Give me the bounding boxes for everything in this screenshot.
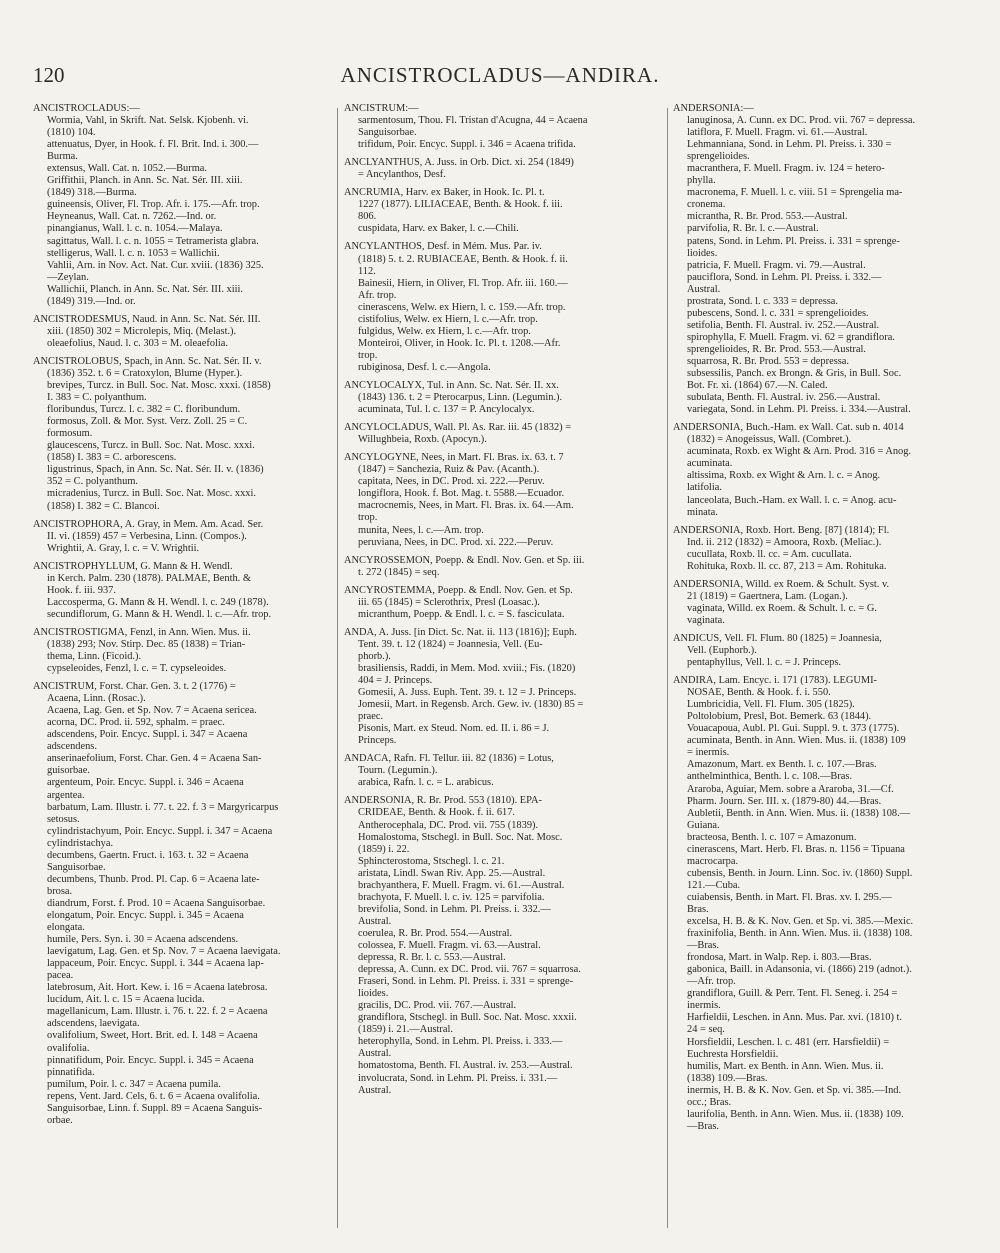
dictionary-entry xyxy=(673,422,979,518)
entry-line: decumbens, Thunb. Prod. Pl. Cap. 6 = Acaena late- xyxy=(47,873,260,885)
column-divider xyxy=(667,108,668,1228)
entry-line: ANDICUS, Vell. Fl. Flum. 80 (1825) = Joannesia, xyxy=(673,632,882,644)
entry-line: (1836) 352. t. 6 = Cratoxylon, Blume (Hyper.). xyxy=(47,367,243,379)
entry-line: depressa, R. Br. l. c. 553.—Austral. xyxy=(358,952,506,964)
entry-line: Hook. f. iii. 937. xyxy=(47,584,116,596)
entry-line: repens, Vent. Jard. Cels, 6. t. 6 = Acaena ovalifolia. xyxy=(47,1090,260,1102)
entry-line: peruviana, Nees, in DC. Prod. xi. 222.—Peruv. xyxy=(358,536,554,548)
entry-line: extensus, Wall. Cat. n. 1052.—Burma. xyxy=(47,163,208,175)
entry-line: (1849) 318.—Burma. xyxy=(47,187,137,199)
entry-line: 112. xyxy=(358,265,376,277)
entry-line: brevifolia, Sond. in Lehm. Pl. Preiss. i. 332.— xyxy=(358,903,551,915)
entry-line: longiflora, Hook. f. Bot. Mag. t. 5588.—Ecuador. xyxy=(358,488,565,500)
dictionary-entry xyxy=(33,103,331,308)
entry-line: ANCYROSTEMMA, Poepp. & Endl. Nov. Gen. et Sp. xyxy=(344,584,573,596)
entry-line: setosus. xyxy=(47,813,80,825)
entry-line: ANCYLOGYNE, Nees, in Mart. Fl. Bras. ix. 63. t. 7 xyxy=(344,452,564,464)
entry-line: inermis, H. B. & K. Nov. Gen. et Sp. vi. 385.—Ind. xyxy=(687,1084,902,1096)
entry-line: acorna, DC. Prod. ii. 592, sphalm. = praec. xyxy=(47,717,225,729)
entry-line: anthelminthica, Benth. l. c. 108.—Bras. xyxy=(687,771,853,783)
entry-line: Horsfieldii, Leschen. l. c. 481 (err. Harsfieldii) = xyxy=(687,1036,890,1048)
entry-line: Acaena, Linn. (Rosac.). xyxy=(47,693,146,705)
entry-line: —Bras. xyxy=(687,940,720,952)
entry-line: 806. xyxy=(358,211,377,223)
entry-line: elongata. xyxy=(47,922,85,934)
dictionary-entry xyxy=(344,795,642,1096)
entry-line: = inermis. xyxy=(687,747,730,759)
entry-line: Vouacapoua, Aubl. Pl. Gui. Suppl. 9. t. 373 (1775). xyxy=(687,723,900,735)
entry-line: thema, Linn. (Ficoid.). xyxy=(47,651,142,663)
entry-line: Araroba, Aguiar, Mem. sobre a Araroba, 31.—Cf. xyxy=(687,783,894,795)
entry-line: pinangianus, Wall. l. c. n. 1054.—Malaya. xyxy=(47,223,223,235)
entry-line: macranthera, F. Muell. Fragm. iv. 124 = hetero- xyxy=(687,163,885,175)
entry-line: I. 383 = C. polyanthum. xyxy=(47,392,147,404)
entry-line: glaucescens, Turcz. in Bull. Soc. Nat. Mosc. xxxi. xyxy=(47,440,255,452)
entry-line: brevipes, Turcz. in Bull. Soc. Nat. Mosc. xxxi. (1858) xyxy=(47,380,271,392)
entry-line: (1859) i. 22. xyxy=(358,843,410,855)
entry-line: ANCISTROCLADUS:— xyxy=(33,103,140,114)
entry-line: ANCISTROPHORA, A. Gray, in Mem. Am. Acad. Ser. xyxy=(33,518,264,530)
page-number: 120 xyxy=(33,63,65,87)
entry-line: ANDA, A. Juss. [in Dict. Sc. Nat. ii. 113 (1816)]; Euph. xyxy=(344,626,577,638)
entry-line: acuminata, Tul. l. c. 137 = P. Ancylocalyx. xyxy=(358,404,535,416)
entry-line: Wallichii, Planch. in Ann. Sc. Nat. Sér. III. xiii. xyxy=(47,283,243,295)
entry-line: vaginata. xyxy=(687,614,725,626)
entry-line: magellanicum, Lam. Illustr. i. 76. t. 22. f. 2 = Acaena xyxy=(47,1006,268,1018)
entry-line: patens, Sond. in Lehm. Pl. Preiss. i. 331 = sprenge- xyxy=(687,235,900,247)
entry-line: grandiflora, Stschegl. in Bull. Soc. Nat. Mosc. xxxii. xyxy=(358,1012,577,1024)
entry-line: in Kerch. Palm. 230 (1878). PALMAE, Benth. & xyxy=(47,572,251,584)
entry-line: grandiflora, Guill. & Perr. Tent. Fl. Seneg. i. 254 = xyxy=(687,988,898,1000)
running-title: ANCISTROCLADUS—ANDIRA. xyxy=(340,63,660,87)
entry-line: NOSAE, Benth. & Hook. f. i. 550. xyxy=(687,687,831,699)
entry-line: ANDERSONIA, Willd. ex Roem. & Schult. Syst. v. xyxy=(673,578,890,590)
entry-line: ANCYROSSEMON, Poepp. & Endl. Nov. Gen. et Sp. iii. xyxy=(344,554,585,566)
entry-line: Sanguisorbae. xyxy=(358,127,417,139)
entry-line: phorb.). xyxy=(358,650,391,662)
dictionary-entry xyxy=(33,356,331,513)
entry-line: 404 = J. Princeps. xyxy=(358,675,433,687)
entry-line: 352 = C. polyanthum. xyxy=(47,476,139,488)
entry-line: trifidum, Poir. Encyc. Suppl. i. 346 = Acaena trifida. xyxy=(358,139,576,151)
dictionary-entry xyxy=(344,422,642,446)
text-columns xyxy=(33,103,981,1243)
entry-line: depressa, A. Cunn. ex DC. Prod. vii. 767 = squarrosa. xyxy=(358,964,581,976)
entry-line: guineensis, Oliver, Fl. Trop. Afr. i. 175.—Afr. trop. xyxy=(47,199,260,211)
entry-line: ANCISTRUM:— xyxy=(344,103,419,114)
entry-line: Acaena, Lag. Gen. et Sp. Nov. 7 = Acaena sericea. xyxy=(47,705,257,717)
entry-line: Monteiroi, Oliver, in Hook. Ic. Pl. t. 1208.—Afr. xyxy=(358,337,561,349)
entry-line: inermis. xyxy=(687,1000,721,1012)
entry-line: praec. xyxy=(358,711,384,723)
dictionary-entry xyxy=(344,585,642,621)
entry-line: ANCYLANTHOS, Desf. in Mém. Mus. Par. iv. xyxy=(344,241,542,253)
entry-line: cinerascens, Welw. ex Hiern, l. c. 159.—Afr. trop. xyxy=(358,301,566,313)
entry-line: vaginata, Willd. ex Roem. & Schult. l. c. = G. xyxy=(687,602,877,614)
entry-line: pinnatifidum, Poir. Encyc. Suppl. i. 345 = Acaena xyxy=(47,1054,254,1066)
entry-line: fulgidus, Welw. ex Hiern, l. c.—Afr. trop. xyxy=(358,325,531,337)
entry-line: formosus, Zoll. & Mor. Syst. Verz. Zoll. 25 = C. xyxy=(47,416,248,428)
entry-line: Afr. trop. xyxy=(358,289,397,301)
dictionary-entry xyxy=(344,380,642,416)
dictionary-entry xyxy=(673,525,979,573)
entry-line: pentaphyllus, Vell. l. c. = J. Princeps. xyxy=(687,657,842,669)
entry-line: ANDERSONIA, R. Br. Prod. 553 (1810). EPA- xyxy=(344,795,542,807)
entry-line: adscendens. xyxy=(47,741,97,753)
entry-line: Austral. xyxy=(358,1084,392,1096)
entry-line: cylindristachya. xyxy=(47,837,114,849)
entry-line: Gomesii, A. Juss. Euph. Tent. 39. t. 12 = J. Princeps. xyxy=(358,687,577,699)
entry-line: brachyanthera, F. Muell. Fragm. vi. 61.—Austral. xyxy=(358,879,565,891)
entry-line: humile, Pers. Syn. i. 30 = Acaena adscendens. xyxy=(47,934,239,946)
entry-line: ANCISTROPHYLLUM, G. Mann & H. Wendl. xyxy=(33,560,233,572)
entry-line: sarmentosum, Thou. Fl. Tristan d'Acugna, 44 = Acaena xyxy=(358,115,588,127)
entry-line: Aubletii, Benth. in Ann. Wien. Mus. ii. (1838) 108.— xyxy=(687,807,911,819)
entry-line: diandrum, Forst. f. Prod. 10 = Acaena Sanguisorbae. xyxy=(47,897,266,909)
entry-line: cylindristachyum, Poir. Encyc. Suppl. i. 347 = Acaena xyxy=(47,825,273,837)
entry-line: 21 (1819) = Gaertnera, Lam. (Logan.). xyxy=(687,590,848,602)
entry-line: sprengelioides. xyxy=(687,151,750,163)
entry-line: pauciflora, Sond. in Lehm. Pl. Preiss. i. 332.— xyxy=(687,271,882,283)
entry-line: arabica, Rafn. l. c. = L. arabicus. xyxy=(358,777,494,789)
entry-line: ANCYLOCALYX, Tul. in Ann. Sc. Nat. Sér. II. xx. xyxy=(344,379,559,391)
dictionary-entry xyxy=(344,452,642,548)
dictionary-entry xyxy=(673,633,979,669)
entry-line: homatostoma, Benth. Fl. Austral. iv. 253.—Austral. xyxy=(358,1060,573,1072)
entry-line: (1832) = Anogeissus, Wall. (Combret.). xyxy=(687,434,852,446)
entry-line: latiflora, F. Muell. Fragm. vi. 61.—Austral. xyxy=(687,127,868,139)
entry-line: sprengelioides, R. Br. Prod. 553.—Austral. xyxy=(687,343,866,355)
entry-line: Heyneanus, Wall. Cat. n. 7262.—Ind. or. xyxy=(47,211,217,223)
entry-line: involucrata, Sond. in Lehm. Pl. Preiss. i. 331.— xyxy=(358,1072,558,1084)
entry-line: aristata, Lindl. Swan Riv. App. 25.—Austral. xyxy=(358,867,546,879)
entry-line: elongatum, Poir. Encyc. Suppl. i. 345 = Acaena xyxy=(47,910,244,921)
entry-line: coerulea, R. Br. Prod. 554.—Austral. xyxy=(358,927,513,939)
entry-line: 1227 (1877). LILIACEAE, Benth. & Hook. f. iii. xyxy=(358,199,563,211)
entry-line: cronema. xyxy=(687,199,726,211)
entry-line: secundiflorum, G. Mann & H. Wendl. l. c.—Afr. trop. xyxy=(47,608,272,620)
entry-line: pubescens, Sond. l. c. 331 = sprengelioides. xyxy=(687,307,869,319)
entry-line: ANCISTRUM, Forst. Char. Gen. 3. t. 2 (1776) = xyxy=(33,681,236,693)
entry-line: rubiginosa, Desf. l. c.—Angola. xyxy=(358,361,491,373)
entry-line: lanceolata, Buch.-Ham. ex Wall. l. c. = Anog. acu- xyxy=(687,494,897,506)
entry-line: Vahlii, Arn. in Nov. Act. Nat. Cur. xviii. (1836) 325. xyxy=(47,259,264,271)
entry-line: colossea, F. Muell. Fragm. vi. 63.—Austral. xyxy=(358,940,541,951)
column-1 xyxy=(33,103,331,1243)
entry-line: acuminata, Roxb. ex Wight & Arn. Prod. 316 = Anog. xyxy=(687,446,912,458)
entry-line: trop. xyxy=(358,349,378,361)
dictionary-entry xyxy=(344,157,642,181)
entry-line: macronema, F. Muell. l. c. viii. 51 = Sprengelia ma- xyxy=(687,187,903,199)
entry-line: Tourn. (Legumin.). xyxy=(358,765,438,777)
entry-line: ovalifolium, Sweet, Hort. Brit. ed. I. 148 = Acaena xyxy=(47,1030,258,1042)
entry-line: minata. xyxy=(687,506,718,518)
entry-line: gracilis, DC. Prod. vii. 767.—Austral. xyxy=(358,1000,517,1012)
dictionary-entry xyxy=(33,519,331,555)
entry-line: cypseleoides, Fenzl, l. c. = T. cypseleoides. xyxy=(47,663,227,675)
entry-line: formosum. xyxy=(47,428,93,440)
dictionary-entry xyxy=(33,681,331,1127)
entry-line: Lumbricidia, Vell. Fl. Flum. 305 (1825). xyxy=(687,699,855,711)
entry-line: cistifolius, Welw. ex Hiern, l. c.—Afr. trop. xyxy=(358,313,538,325)
entry-line: lucidum, Ait. l. c. 15 = Acaena lucida. xyxy=(47,994,205,1006)
entry-line: macrocarpa. xyxy=(687,855,739,867)
dictionary-entry xyxy=(344,555,642,579)
entry-line: pacea. xyxy=(47,970,74,982)
entry-line: = Ancylanthos, Desf. xyxy=(358,169,446,181)
dictionary-entry xyxy=(344,627,642,747)
dictionary-entry xyxy=(673,675,979,1133)
entry-line: ANCISTROSTIGMA, Fenzl, in Ann. Wien. Mus. ii. xyxy=(33,626,251,638)
entry-line: latebrosum, Ait. Hort. Kew. i. 16 = Acaena latebrosa. xyxy=(47,982,268,994)
entry-line: prostrata, Sond. l. c. 333 = depressa. xyxy=(687,295,839,307)
entry-line: —Zeylan. xyxy=(47,271,89,283)
entry-line: Sanguisorbae. xyxy=(47,861,106,873)
entry-line: ANDIRA, Lam. Encyc. i. 171 (1783). LEGUMI- xyxy=(673,675,878,687)
entry-line: Poltolobium, Presl, Bot. Bemerk. 63 (1844). xyxy=(687,711,872,723)
entry-line: laevigatum, Lag. Gen. et Sp. Nov. 7 = Acaena laevigata. xyxy=(47,946,281,958)
entry-line: Pharm. Journ. Ser. III. x. (1879-80) 44.—Bras. xyxy=(687,795,882,807)
entry-line: adscendens, Poir. Encyc. Suppl. i. 347 = Acaena xyxy=(47,729,248,741)
entry-line: Austral. xyxy=(687,283,721,295)
entry-line: Austral. xyxy=(358,915,392,927)
entry-line: patricia, F. Muell. Fragm. vi. 79.—Austral. xyxy=(687,259,866,271)
dictionary-entry xyxy=(33,561,331,621)
entry-line: Austral. xyxy=(358,1048,392,1060)
entry-line: argenteum, Poir. Encyc. Suppl. i. 346 = Acaena xyxy=(47,777,244,789)
entry-line: (1859) i. 21.—Austral. xyxy=(358,1024,453,1036)
entry-line: fraxinifolia, Benth. in Ann. Wien. Mus. ii. (1838) 108. xyxy=(687,928,913,940)
entry-line: acuminata. xyxy=(687,458,733,470)
dictionary-entry xyxy=(344,187,642,235)
entry-line: (1847) = Sanchezia, Ruiz & Pav. (Acanth.). xyxy=(358,464,540,476)
entry-line: 24 = seq. xyxy=(687,1024,725,1036)
entry-line: ovalifolia. xyxy=(47,1042,90,1054)
entry-line: ANDERSONIA:— xyxy=(673,103,754,114)
entry-line: II. vi. (1859) 457 = Verbesina, Linn. (Compos.). xyxy=(47,530,247,542)
entry-line: Burma. xyxy=(47,151,78,163)
entry-line: barbatum, Lam. Illustr. i. 77. t. 22. f. 3 = Margyricarpus xyxy=(47,801,279,813)
entry-line: floribundus, Turcz. l. c. 382 = C. floribundum. xyxy=(47,404,241,416)
entry-line: trop. xyxy=(358,512,378,524)
entry-line: ANCYLOCLADUS, Wall. Pl. As. Rar. iii. 45 (1832) = xyxy=(344,422,572,434)
entry-line: acuminata, Benth. in Ann. Wien. Mus. ii. (1838) 109 xyxy=(687,735,906,747)
entry-line: Princeps. xyxy=(358,735,397,747)
entry-line: ANDACA, Rafn. Fl. Tellur. iii. 82 (1836) = Lotus, xyxy=(344,753,554,765)
entry-line: decumbens, Gaertn. Fruct. i. 163. t. 32 = Acaena xyxy=(47,849,249,861)
entry-line: CRIDEAE, Benth. & Hook. f. ii. 617. xyxy=(358,807,516,819)
dictionary-entry xyxy=(344,753,642,789)
entry-line: Guiana. xyxy=(687,819,720,831)
entry-line: laurifolia, Benth. in Ann. Wien. Mus. ii. (1838) 109. xyxy=(687,1108,904,1120)
entry-line: Bainesii, Hiern, in Oliver, Fl. Trop. Afr. iii. 160.— xyxy=(358,277,568,289)
entry-line: Rohituka, Roxb. ll. cc. 87, 213 = Am. Rohituka. xyxy=(687,560,887,572)
dictionary-entry xyxy=(33,627,331,675)
entry-line: cubensis, Benth. in Journ. Linn. Soc. iv. (1860) Suppl. xyxy=(687,867,913,879)
entry-line: attenuatus, Dyer, in Hook. f. Fl. Brit. Ind. i. 300.— xyxy=(47,139,259,151)
entry-line: stelligerus, Wall. l. c. n. 1053 = Wallichii. xyxy=(47,247,220,259)
entry-line: brachyota, F. Muell. l. c. iv. 125 = parvifolia. xyxy=(358,891,545,903)
dictionary-entry xyxy=(673,579,979,627)
entry-line: Griffithii, Planch. in Ann. Sc. Nat. Sér. III. xiii. xyxy=(47,175,243,187)
entry-line: Antherocephala, DC. Prod. vii. 755 (1839). xyxy=(358,819,539,831)
entry-line: phylla. xyxy=(687,175,716,187)
entry-line: (1849) 319.—Ind. or. xyxy=(47,295,136,307)
entry-line: latifolia. xyxy=(687,482,722,494)
entry-line: occ.; Bras. xyxy=(687,1096,732,1108)
entry-line: Homalostoma, Stschegl. in Bull. Soc. Nat. Mosc. xyxy=(358,831,563,843)
entry-line: lioides. xyxy=(687,247,718,259)
entry-line: adscendens, laevigata. xyxy=(47,1018,140,1030)
entry-line: spirophylla, F. Muell. Fragm. vi. 62 = grandiflora. xyxy=(687,331,895,343)
entry-line: Ind. ii. 212 (1832) = Amoora, Roxb. (Meliac.). xyxy=(687,536,882,548)
entry-line: (1858) I. 383 = C. arborescens. xyxy=(47,452,177,464)
entry-line: Euchresta Horsfieldii. xyxy=(687,1048,779,1060)
entry-line: Harfieldii, Leschen. in Ann. Mus. Par. xvi. (1810) t. xyxy=(687,1012,902,1024)
entry-line: micradenius, Turcz. in Bull. Soc. Nat. Mosc. xxxi. xyxy=(47,488,256,500)
entry-line: (1810) 104. xyxy=(47,127,96,139)
entry-line: cuspidata, Harv. ex Baker, l. c.—Chili. xyxy=(358,223,519,235)
entry-line: subsessilis, Panch. ex Brongn. & Gris, in Bull. Soc. xyxy=(687,368,902,380)
entry-line: xiii. (1850) 302 = Microlepis, Miq. (Melast.). xyxy=(47,325,237,337)
entry-line: excelsa, H. B. & K. Nov. Gen. et Sp. vi. 385.—Mexic. xyxy=(687,916,914,928)
column-3 xyxy=(673,103,979,1243)
entry-line: altissima, Roxb. ex Wight & Arn. l. c. = Anog. xyxy=(687,470,881,482)
entry-line: t. 272 (1845) = seq. xyxy=(358,566,440,578)
entry-line: lioides. xyxy=(358,988,389,1000)
entry-line: lanuginosa, A. Cunn. ex DC. Prod. vii. 767 = depressa. xyxy=(687,115,916,127)
entry-line: Wrightii, A. Gray, l. c. = V. Wrightii. xyxy=(47,542,200,554)
dictionary-entry xyxy=(344,103,642,151)
entry-line: Fraseri, Sond. in Lehm. Pl. Preiss. i. 331 = sprenge- xyxy=(358,976,574,988)
entry-line: Tent. 39. t. 12 (1824) = Joannesia, Vell. (Eu- xyxy=(358,638,543,650)
entry-line: pinnatifida. xyxy=(47,1066,95,1078)
entry-line: heterophylla, Sond. in Lehm. Pl. Preiss. i. 333.— xyxy=(358,1036,563,1048)
entry-line: (1838) 293; Nov. Stirp. Dec. 85 (1838) = Trian- xyxy=(47,638,246,650)
dictionary-entry xyxy=(33,314,331,350)
column-2 xyxy=(344,103,642,1243)
entry-line: argentea. xyxy=(47,789,85,801)
entry-line: anserinaefolium, Forst. Char. Gen. 4 = Acaena San- xyxy=(47,753,262,765)
entry-line: Sanguisorbae, Linn. f. Suppl. 89 = Acaena Sanguis- xyxy=(47,1102,263,1114)
entry-line: variegata, Sond. in Lehm. Pl. Preiss. i. 334.—Austral. xyxy=(687,404,911,416)
entry-line: Jomesii, Mart. in Regensb. Arch. Gew. iv. (1830) 85 = xyxy=(358,699,584,711)
column-divider xyxy=(337,108,338,1228)
entry-line: (1838) 109.—Bras. xyxy=(687,1072,768,1084)
entry-line: iii. 65 (1845) = Sclerothrix, Presl (Loasac.). xyxy=(358,596,540,608)
entry-line: Bras. xyxy=(687,904,709,915)
entry-line: gabonica, Baill. in Adansonia, vi. (1866) 219 (adnot.). xyxy=(687,964,912,976)
entry-line: ANCISTROLOBUS, Spach, in Ann. Sc. Nat. Sér. II. v. xyxy=(33,355,262,367)
entry-line: Bot. Fr. xi. (1864) 67.—N. Caled. xyxy=(687,380,828,392)
entry-line: —Bras. xyxy=(687,1120,720,1132)
entry-line: munita, Nees, l. c.—Am. trop. xyxy=(358,524,484,536)
dictionary-entry xyxy=(344,241,642,374)
entry-line: frondosa, Mart. in Walp. Rep. i. 803.—Bras. xyxy=(687,952,872,964)
entry-line: squarrosa, R. Br. Prod. 553 = depressa. xyxy=(687,355,849,367)
entry-line: ANCRUMIA, Harv. ex Baker, in Hook. Ic. Pl. t. xyxy=(344,187,545,199)
entry-line: brosa. xyxy=(47,885,73,897)
entry-line: pumilum, Poir. l. c. 347 = Acaena pumila. xyxy=(47,1078,221,1090)
entry-line: cuiabensis, Benth. in Mart. Fl. Bras. xv. I. 295.— xyxy=(687,891,892,903)
entry-line: —Afr. trop. xyxy=(687,976,736,988)
entry-line: brasiliensis, Raddi, in Mem. Mod. xviii.; Fis. (1820) xyxy=(358,662,576,674)
entry-line: Vell. (Euphorb.). xyxy=(687,645,757,657)
entry-line: ANDERSONIA, Roxb. Hort. Beng. [87] (1814); Fl. xyxy=(673,524,890,536)
entry-line: cinerascens, Mart. Herb. Fl. Bras. n. 1156 = Tipuana xyxy=(687,843,905,855)
entry-line: humilis, Mart. ex Benth. in Ann. Wien. Mus. ii. xyxy=(687,1060,884,1072)
entry-line: Lehmanniana, Sond. in Lehm. Pl. Preiss. i. 330 = xyxy=(687,139,892,151)
entry-line: guisorbae. xyxy=(47,765,90,777)
entry-line: ANCLYANTHUS, A. Juss. in Orb. Dict. xi. 254 (1849) xyxy=(344,157,574,169)
entry-line: ligustrinus, Spach, in Ann. Sc. Nat. Sér. II. v. (1836) xyxy=(47,464,264,476)
entry-line: subulata, Benth. Fl. Austral. iv. 256.—Austral. xyxy=(687,392,881,404)
entry-line: capitata, Nees, in DC. Prod. xi. 222.—Peruv. xyxy=(358,476,545,488)
entry-line: bracteosa, Benth. l. c. 107 = Amazonum. xyxy=(687,831,857,843)
entry-line: micranthum, Poepp. & Endl. l. c. = S. fasciculata. xyxy=(358,608,565,620)
entry-line: macrocnemis, Nees, in Mart. Fl. Bras. ix. 64.—Am. xyxy=(358,500,574,512)
entry-line: (1858) I. 382 = C. Blancoi. xyxy=(47,500,160,512)
entry-line: micrantha, R. Br. Prod. 553.—Austral. xyxy=(687,211,848,223)
entry-line: parvifolia, R. Br. l. c.—Austral. xyxy=(687,223,819,235)
entry-line: 121.—Cuba. xyxy=(687,879,741,891)
entry-line: oleaefolius, Naud. l. c. 303 = M. oleaefolia. xyxy=(47,337,229,349)
entry-line: Laccosperma, G. Mann & H. Wendl. l. c. 249 (1878). xyxy=(47,596,269,608)
entry-line: Willughbeia, Roxb. (Apocyn.). xyxy=(358,434,487,446)
dictionary-entry xyxy=(673,103,979,416)
entry-line: Sphincterostoma, Stschegl. l. c. 21. xyxy=(358,855,505,867)
entry-line: (1843) 136. t. 2 = Pterocarpus, Linn. (Legumin.). xyxy=(358,392,563,404)
entry-line: ANDERSONIA, Buch.-Ham. ex Wall. Cat. sub n. 4014 xyxy=(673,422,904,434)
entry-line: setifolia, Benth. Fl. Austral. iv. 252.—Austral. xyxy=(687,319,880,331)
entry-line: sagittatus, Wall. l. c. n. 1055 = Tetramerista glabra. xyxy=(47,235,259,247)
entry-line: Pisonis, Mart. ex Steud. Nom. ed. II. i. 86 = J. xyxy=(358,723,550,735)
page-header xyxy=(0,63,1000,93)
entry-line: ANCISTRODESMUS, Naud. in Ann. Sc. Nat. Sér. III. xyxy=(33,313,261,325)
entry-line: lappaceum, Poir. Encyc. Suppl. i. 344 = Acaena lap- xyxy=(47,958,264,970)
entry-line: orbae. xyxy=(47,1114,73,1126)
entry-line: cucullata, Roxb. ll. cc. = Am. cucullata. xyxy=(687,548,852,560)
entry-line: (1818) 5. t. 2. RUBIACEAE, Benth. & Hook. f. ii. xyxy=(358,253,568,265)
entry-line: Wormia, Vahl, in Skrift. Nat. Selsk. Kjobenh. vi. xyxy=(47,115,249,127)
entry-line: Amazonum, Mart. ex Benth. l. c. 107.—Bras. xyxy=(687,759,877,771)
